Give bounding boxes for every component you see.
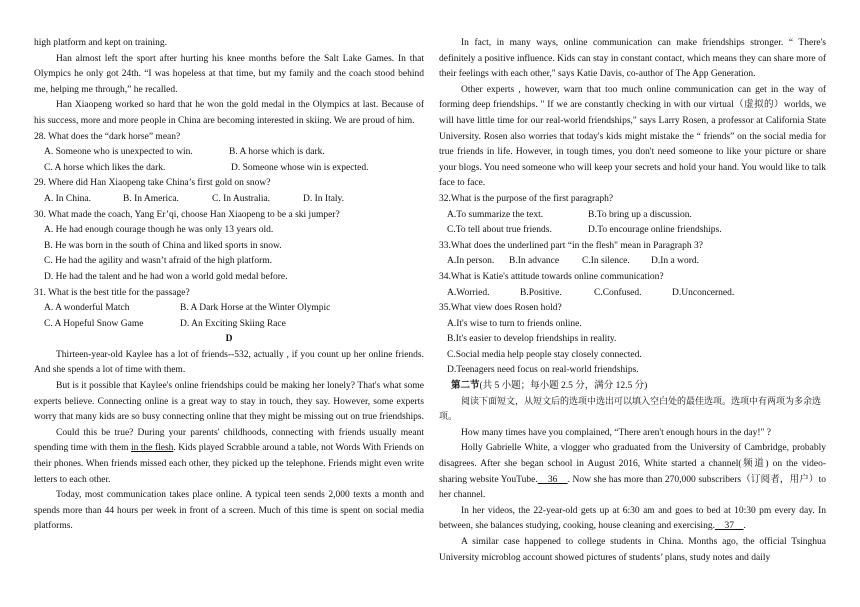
left-column	[34, 36, 424, 535]
option-d: D.Teenagers need focus on real-world friendships.	[447, 365, 639, 376]
option-c: C. He had the agility and wasn’t afraid of the high platform.	[44, 256, 273, 267]
cloze-paragraph: A similar case happened to college students in China. Months ago, the official Tsinghua University microblog account showed pictures of students’ plans, study notes and daily	[439, 537, 826, 563]
passage-d-paragraph: Today, most communication takes place online. A typical teen sends 2,000 texts a month and spends more than 44 hours per week in front of a screen. Much of this time is spent on social media platforms.	[34, 490, 424, 532]
cloze-paragraph	[439, 504, 826, 535]
option-d: D.In a word.	[651, 256, 700, 267]
paragraph-text: . Now she has more than 270,000 subscribers（订阅者，用户）to her channel.	[439, 474, 826, 501]
option-c: C.Social media help people stay closely connected.	[447, 349, 642, 360]
option-b: B.Positive.	[520, 287, 562, 298]
option-b: B. A horse which is dark.	[229, 147, 325, 158]
question-stem: 32.What is the purpose of the first paragraph?	[439, 193, 614, 204]
option-d: D. An Exciting Skiing Race	[180, 318, 286, 329]
option-c: C.Confused.	[594, 287, 642, 298]
question-33	[439, 239, 826, 270]
section-2-heading	[439, 379, 826, 395]
blank-36: 36	[537, 474, 568, 485]
question-34	[439, 270, 826, 301]
paragraph-text: . Kids played Scrabble around a table, not Words With Friends on their phones. When friends missed each other, they picked up the telephone. Friends might even write letters to each other.	[34, 443, 424, 485]
question-stem: 35.What view does Rosen hold?	[439, 303, 562, 314]
option-a: A. A wonderful Match	[44, 303, 130, 314]
option-b: B. In America.	[123, 193, 179, 204]
question-29	[34, 176, 424, 207]
section-2-title: 第二节	[451, 381, 480, 392]
paragraph-text: In her videos, the 22-year-old gets up at 6:30 am and goes to bed at 10:30 pm every day. In between, she balances studying, cooking, house cleaning and exercising.	[439, 505, 826, 532]
passage-c-paragraph: Han Xiaopeng worked so hard that he won the gold medal in the Olympics at last. Because of his success, more and more people in China are becoming interested in skiing. We are proud of him.	[34, 100, 424, 126]
option-a: A. He had enough courage though he was only 13 years old.	[44, 225, 274, 236]
passage-d-paragraph: Thirteen-year-old Kaylee has a lot of friends--532, actually , if you count up her online friends. And she spends a lot of time with them.	[34, 349, 424, 376]
question-28	[34, 130, 424, 177]
option-b: B. He was born in the south of China and liked sports in snow.	[44, 240, 282, 251]
paragraph-text: Could this be true? During your parents' childhoods, connecting with friends usually meant spending time with them	[34, 427, 424, 454]
underlined-phrase: in the flesh	[131, 443, 174, 454]
question-stem: 29. Where did Han Xiaopeng take China’s first gold on snow?	[34, 178, 271, 189]
question-stem: 30. What made the coach, Yang Er’qi, choose Han Xiaopeng to be a ski jumper?	[34, 209, 340, 220]
paragraph-text: .	[743, 521, 746, 532]
passage-d-paragraph: But is it possible that Kaylee's online friendships could be making her lonely? That's what some experts believe. Connecting online is a great way to stay in touch, they say. However, some experts worry that many kids are so busy connecting online that they might be missing out on true friendships.	[34, 381, 424, 423]
option-b: B.It's easier to develop friendships in reality.	[447, 334, 617, 345]
passage-d-heading: D	[225, 334, 233, 345]
option-b: B. A Dark Horse at the Winter Olympic	[180, 303, 331, 314]
question-31	[34, 286, 424, 333]
option-d: D.To encourage online friendships.	[588, 225, 722, 236]
passage-d-paragraph	[34, 426, 424, 488]
question-30	[34, 208, 424, 286]
cloze-paragraph: How many times have you complained, “There aren't enough hours in the day!" ?	[461, 427, 772, 438]
section-2-instructions: 阅读下面短文，从短文后的选项中选出可以填入空白处的最佳选项。选项中有两项为多余选项。	[439, 396, 822, 423]
passage-c-paragraph: Han almost left the sport after hurting his knee months before the Salt Lake Games. In that Olympics he only got 24th. “I was hopeless at that time, but my family and the coach stood behind me, helping me through,” he recalled.	[34, 53, 424, 95]
right-column	[439, 36, 826, 566]
question-stem: 34.What is Katie's attitude towards online communication?	[439, 271, 664, 282]
option-c: C. In Australia.	[212, 193, 271, 204]
option-c: C.To tell about true friends.	[447, 225, 552, 236]
option-a: A.Worried.	[447, 287, 490, 298]
section-2-scoring: (共 5 小题；每小题 2.5 分，满分 12.5 分)	[479, 381, 648, 392]
option-d: D. He had the talent and he had won a world gold medal before.	[44, 271, 288, 282]
option-b: B.To bring up a discussion.	[588, 209, 692, 220]
question-32	[439, 192, 826, 239]
option-b: B.In advance	[509, 256, 560, 267]
question-stem: 31. What is the best title for the passage?	[34, 287, 190, 298]
option-a: A.To summarize the text.	[447, 209, 544, 220]
option-a: A. In China.	[44, 193, 91, 204]
question-stem: 33.What does the underlined part “in the flesh" mean in Paragraph 3?	[439, 240, 703, 251]
question-35	[439, 301, 826, 379]
passage-c-paragraph: high platform and kept on training.	[34, 38, 167, 48]
option-c: C. A Hopeful Snow Game	[44, 318, 144, 329]
option-d: D. In Italy.	[303, 193, 345, 204]
option-a: A. Someone who is unexpected to win.	[44, 147, 193, 158]
option-d: D. Someone whose win is expected.	[231, 162, 369, 173]
passage-d-paragraph: In fact, in many ways, online communication can make friendships stronger. “ There's definitely a positive influence. Kids can stay in constant contact, which means they can share more of their feelings with each other," says Katie Davis, co-author of The App Generation.	[439, 38, 826, 80]
option-a: A.In person.	[447, 256, 495, 267]
cloze-paragraph	[439, 441, 826, 503]
option-a: A.It's wise to turn to friends online.	[447, 318, 582, 329]
passage-d-paragraph: Other experts , however, warn that too much online communication can get in the way of forming deep friendships. " If we are constantly checking in with our virtual（虚拟的）worlds, we will have little time for our real-world friendships," says Larry Rosen, a professor at California State University. Rosen also worries that today's kids might mistake the “ friends” on the social media for true friends in life. However, in tough times, you don't need someone to like your picture or share your blogs. You need someone who will keep your secrets and hold your hand. You would like to talk face to face.	[439, 84, 826, 189]
question-stem: 28. What does the “dark horse” mean?	[34, 131, 181, 142]
option-d: D.Unconcerned.	[672, 287, 735, 298]
option-c: C.In silence.	[582, 256, 630, 267]
blank-37: 37	[714, 521, 744, 532]
option-c: C. A horse which likes the dark.	[44, 162, 166, 173]
paragraph-text: Holly Gabrielle White, a vlogger who graduated from the University of Cambridge, probably disagrees. After she began school in August 2016, White started a channel(频道) on the video-sharing website YouTube.	[439, 443, 826, 485]
